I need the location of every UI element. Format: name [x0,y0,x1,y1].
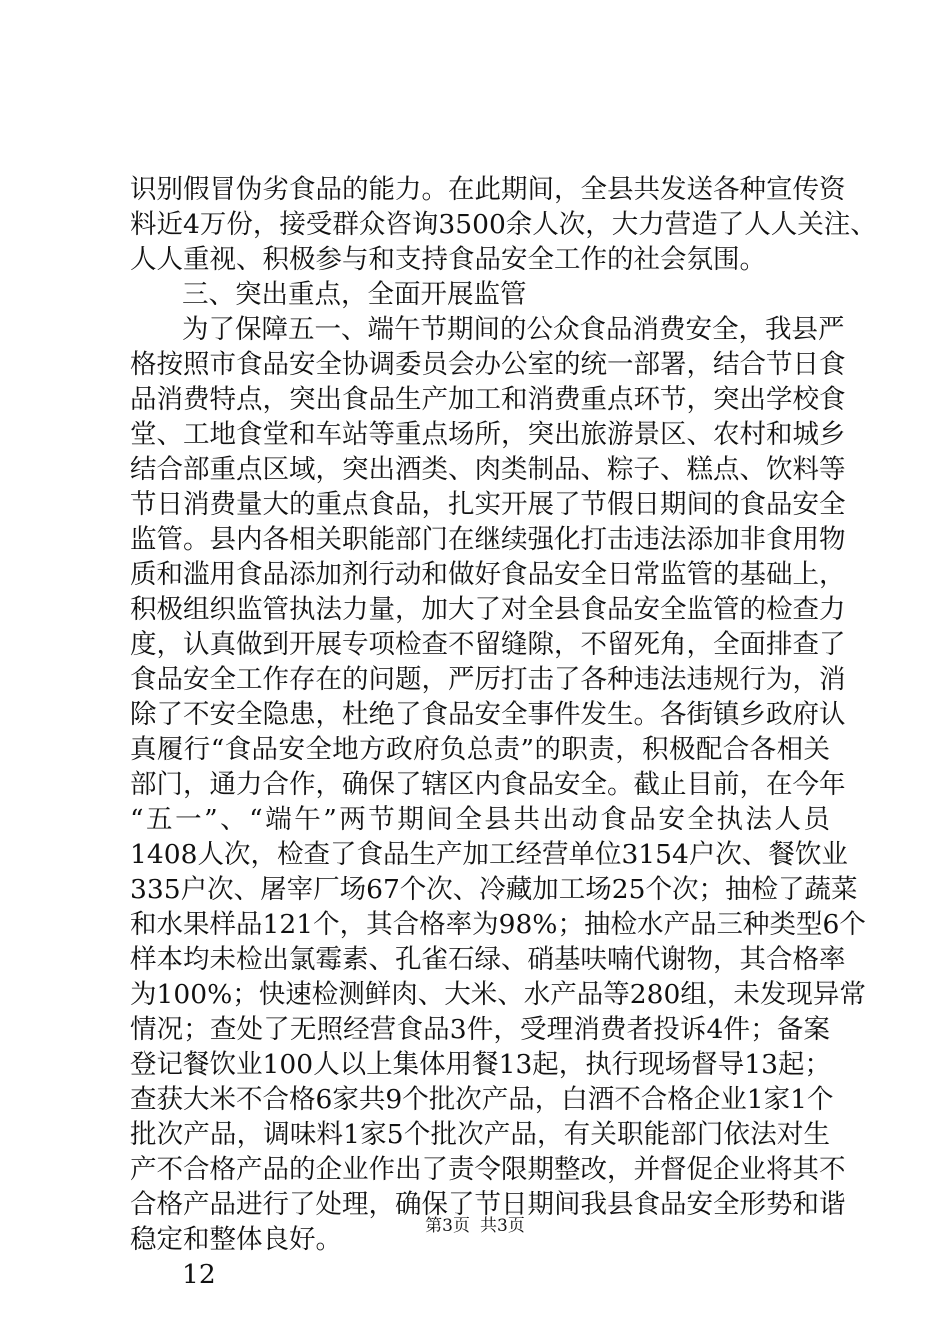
text-line: 人人重视、积极参与和支持食品安全工作的社会氛围。 [130,244,766,275]
text-line: 1408人次，检查了食品生产加工经营单位3154户次、餐饮业 [130,839,848,870]
text-line: 12 [182,1259,216,1290]
text-line: 识别假冒伪劣食品的能力。在此期间，全县共发送各种宣传资 [130,174,846,205]
text-line: 为了保障五一、端午节期间的公众食品消费安全，我县严 [182,314,845,345]
page-footer [0,1215,950,1237]
section-heading: 三、突出重点，全面开展监管 [182,279,527,310]
text-line: 料近4万份，接受群众咨询3500余人次，大力营造了人人关注、 [130,209,877,240]
text-line: 堂、工地食堂和车站等重点场所，突出旅游景区、农村和城乡 [130,419,846,450]
text-line: 监管。县内各相关职能部门在继续强化打击违法添加非食用物 [130,524,846,555]
text-line: 食品安全工作存在的问题，严厉打击了各种违法违规行为，消 [130,664,846,695]
text-line: 登记餐饮业100人以上集体用餐13起，执行现场督导13起； [130,1049,832,1080]
text-line: 产不合格产品的企业作出了责令限期整改，并督促企业将其不 [130,1154,846,1185]
text-line: 度，认真做到开展专项检查不留缝隙，不留死角，全面排查了 [130,629,846,660]
text-line: 批次产品，调味料1家5个批次产品，有关职能部门依法对生 [130,1119,830,1150]
text-line: 为100%；快速检测鲜肉、大米、水产品等280组，未发现异常 [130,979,866,1010]
text-line: 情况；查处了无照经营食品3件，受理消费者投诉4件；备案 [130,1014,830,1045]
page-number: 第3页 [425,1216,470,1236]
text-line: 格按照市食品安全协调委员会办公室的统一部署，结合节日食 [130,349,846,380]
text-line: 查获大米不合格6家共9个批次产品，白酒不合格企业1家1个 [130,1084,834,1115]
text-line: “五一”、“端午”两节期间全县共出动食品安全执法人员 [130,804,830,835]
text-line: 品消费特点，突出食品生产加工和消费重点环节，突出学校食 [130,384,846,415]
text-line: 除了不安全隐患，杜绝了食品安全事件发生。各街镇乡政府认 [130,699,846,730]
text-line: 节日消费量大的重点食品，扎实开展了节假日期间的食品安全 [130,489,846,520]
text-line: 积极组织监管执法力量，加大了对全县食品安全监管的检查力 [130,594,846,625]
text-line: 样本均未检出氯霉素、孔雀石绿、硝基呋喃代谢物，其合格率 [130,944,846,975]
text-line: 部门，通力合作，确保了辖区内食品安全。截止目前，在今年 [130,769,846,800]
text-line: 真履行“食品安全地方政府负总责”的职责，积极配合各相关 [130,734,830,765]
text-line: 335户次、屠宰厂场67个次、冷藏加工场25个次；抽检了蔬菜 [130,874,858,905]
text-line: 结合部重点区域，突出酒类、肉类制品、粽子、糕点、饮料等 [130,454,846,485]
page-total: 共3页 [480,1216,525,1236]
text-line: 稳定和整体良好。 [130,1224,342,1255]
text-line: 质和滥用食品添加剂行动和做好食品安全日常监管的基础上， [130,559,846,590]
text-line: 合格产品进行了处理，确保了节日期间我县食品安全形势和谐 [130,1189,846,1220]
text-line: 和水果样品121个，其合格率为98%；抽检水产品三种类型6个 [130,909,866,940]
document-body [130,172,877,1292]
